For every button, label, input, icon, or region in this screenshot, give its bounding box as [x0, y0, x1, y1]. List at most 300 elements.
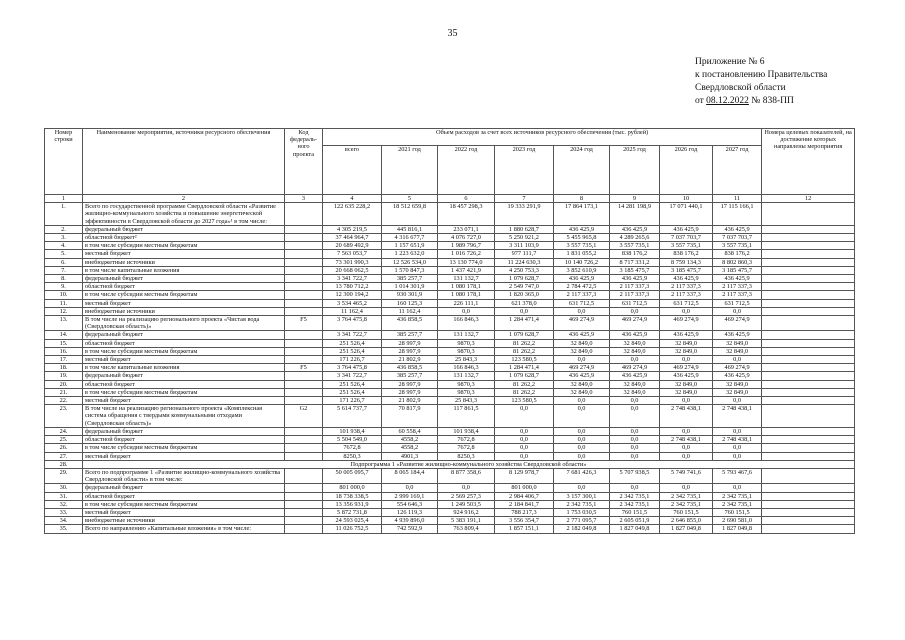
project-code [285, 444, 323, 452]
table-row [45, 316, 855, 331]
project-code [285, 388, 323, 396]
table-row [45, 500, 855, 508]
header-name: Наименование мероприятия, источники ресурсного обеспечения [83, 129, 285, 195]
amount-cell: 436 425,9 [554, 275, 610, 283]
table-row [45, 299, 855, 307]
amount-cell: 0,0 [610, 436, 660, 444]
amount-cell: 81 262,2 [495, 347, 554, 355]
amount-cell: 11 026 752,5 [323, 525, 382, 533]
row-name: в том числе субсидии местным бюджетам [83, 291, 285, 299]
amount-cell: 12 526 534,0 [382, 258, 438, 266]
amount-cell: 21 802,9 [382, 397, 438, 405]
amount-cell: 50 005 095,7 [323, 468, 382, 483]
amount-cell: 2 117 337,3 [610, 283, 660, 291]
table-row [45, 372, 855, 380]
row-name: в том числе субсидии местным бюджетам [83, 500, 285, 508]
amount-cell: 0,0 [554, 405, 610, 428]
row-name: местный бюджет [83, 299, 285, 307]
amount-cell: 4 250 753,3 [495, 266, 554, 274]
row-name: Всего по направлению «Капитальные вложения» в том числе: [83, 525, 285, 533]
row-name: Всего по подпрограмме 1 «Развитие жилищно-коммунального хозяйства Свердловской области» в том числе: [83, 468, 285, 483]
amount-cell: 4 289 265,6 [610, 234, 660, 242]
amount-cell: 436 425,9 [554, 331, 610, 339]
amount-cell: 28 997,9 [382, 380, 438, 388]
amount-cell: 12 300 194,2 [323, 291, 382, 299]
amount-cell: 436 858,5 [382, 316, 438, 331]
table-row [45, 234, 855, 242]
project-code: G2 [285, 405, 323, 428]
amount-cell: 18 738 338,5 [323, 492, 382, 500]
amount-cell: 1 223 632,0 [382, 250, 438, 258]
amount-cell: 0,0 [495, 427, 554, 435]
indicator-numbers [762, 492, 855, 500]
amount-cell: 20 689 492,9 [323, 242, 382, 250]
row-name: в том числе капитальные вложения [83, 364, 285, 372]
amount-cell: 0,0 [713, 397, 762, 405]
amount-cell: 2 342 735,1 [713, 492, 762, 500]
project-code [285, 225, 323, 233]
row-number: 7. [45, 266, 83, 274]
indicator-numbers [762, 525, 855, 533]
amount-cell: 3 852 610,9 [554, 266, 610, 274]
amount-cell: 226 111,1 [438, 299, 495, 307]
row-name: федеральный бюджет [83, 331, 285, 339]
amount-cell: 436 425,9 [610, 225, 660, 233]
amount-cell: 0,0 [660, 356, 713, 364]
amount-cell: 469 274,9 [554, 364, 610, 372]
header-year: 2025 год [610, 146, 660, 195]
amount-cell: 2 784 472,5 [554, 283, 610, 291]
amount-cell: 24 593 025,4 [323, 517, 382, 525]
project-code [285, 242, 323, 250]
row-name: внебюджетные источники [83, 258, 285, 266]
amount-cell: 7 037 703,7 [713, 234, 762, 242]
amount-cell: 1 437 421,9 [438, 266, 495, 274]
amount-cell: 1 880 628,7 [495, 225, 554, 233]
amount-cell: 838 176,2 [713, 250, 762, 258]
amount-cell: 469 274,9 [554, 316, 610, 331]
amount-cell: 21 802,9 [382, 356, 438, 364]
amount-cell: 9870,3 [438, 339, 495, 347]
amount-cell: 763 809,4 [438, 525, 495, 533]
amount-cell: 5 383 191,1 [438, 517, 495, 525]
table-row [45, 397, 855, 405]
amount-cell: 1 827 049,8 [713, 525, 762, 533]
amount-cell: 0,0 [495, 452, 554, 460]
amount-cell: 2 748 438,1 [660, 405, 713, 428]
amount-cell: 32 849,0 [554, 339, 610, 347]
amount-cell: 436 425,9 [554, 225, 610, 233]
amount-cell: 1 989 796,7 [438, 242, 495, 250]
row-number: 13. [45, 316, 83, 331]
amount-cell: 1 016 726,2 [438, 250, 495, 258]
row-number: 11. [45, 299, 83, 307]
project-code [285, 203, 323, 226]
amount-cell: 5 455 965,8 [554, 234, 610, 242]
indicator-numbers [762, 427, 855, 435]
row-name: местный бюджет [83, 508, 285, 516]
amount-cell: 17 115 166,1 [713, 203, 762, 226]
amount-cell: 1 080 178,1 [438, 283, 495, 291]
project-code [285, 299, 323, 307]
project-code [285, 397, 323, 405]
row-number: 24. [45, 427, 83, 435]
amount-cell: 28 997,9 [382, 347, 438, 355]
amount-cell: 251 526,4 [323, 388, 382, 396]
row-number: 4. [45, 242, 83, 250]
project-code [285, 258, 323, 266]
amount-cell: 631 712,5 [554, 299, 610, 307]
row-name: В том числе на реализацию регионального проекта «Комплексная система обращения с твердыми коммунальными отходами (Свердловская область)» [83, 405, 285, 428]
amount-cell: 385 257,7 [382, 275, 438, 283]
project-code [285, 275, 323, 283]
table-row [45, 380, 855, 388]
amount-cell: 18 457 298,3 [438, 203, 495, 226]
table-row [45, 291, 855, 299]
indicator-numbers [762, 405, 855, 428]
amount-cell: 13 356 931,9 [323, 500, 382, 508]
indicator-numbers [762, 484, 855, 492]
amount-cell: 3 157 300,1 [554, 492, 610, 500]
amount-cell: 0,0 [713, 307, 762, 315]
amount-cell: 11 162,4 [323, 307, 382, 315]
amount-cell: 838 176,2 [610, 250, 660, 258]
row-name: областной бюджет [83, 339, 285, 347]
amount-cell: 788 217,3 [495, 508, 554, 516]
project-code [285, 347, 323, 355]
amount-cell: 3 557 735,1 [554, 242, 610, 250]
amount-cell: 32 849,0 [610, 339, 660, 347]
table-row [45, 242, 855, 250]
row-number: 2. [45, 225, 83, 233]
row-name: внебюджетные источники [83, 517, 285, 525]
amount-cell: 3 185 475,7 [610, 266, 660, 274]
appendix-line-1: Приложение № 6 [695, 57, 765, 67]
amount-cell: 251 526,4 [323, 380, 382, 388]
amount-cell: 3 311 103,9 [495, 242, 554, 250]
table-row [45, 339, 855, 347]
row-number: 3. [45, 234, 83, 242]
amount-cell: 436 425,9 [713, 225, 762, 233]
table-head [45, 129, 855, 203]
amount-cell: 0,0 [554, 397, 610, 405]
amount-cell: 5 707 938,5 [610, 468, 660, 483]
indicator-numbers [762, 258, 855, 266]
amount-cell: 436 425,9 [660, 372, 713, 380]
amount-cell: 17 864 173,1 [554, 203, 610, 226]
amount-cell: 2 748 438,1 [713, 436, 762, 444]
row-name: федеральный бюджет [83, 275, 285, 283]
amount-cell: 0,0 [713, 452, 762, 460]
amount-cell: 101 938,4 [438, 427, 495, 435]
row-number: 23. [45, 405, 83, 428]
project-code [285, 517, 323, 525]
amount-cell: 32 849,0 [713, 380, 762, 388]
amount-cell: 838 176,2 [660, 250, 713, 258]
column-index: 7 [495, 195, 554, 203]
project-code [285, 468, 323, 483]
table-row [45, 460, 855, 468]
table-row [45, 266, 855, 274]
amount-cell: 3 534 465,2 [323, 299, 382, 307]
amount-cell: 0,0 [713, 427, 762, 435]
table-row [45, 356, 855, 364]
project-code [285, 452, 323, 460]
header-indicators: Номера целевых показателей, на достижение которых направлены мероприятия [762, 129, 855, 195]
amount-cell: 2 569 257,3 [438, 492, 495, 500]
amount-cell: 4901,3 [382, 452, 438, 460]
project-code: F5 [285, 364, 323, 372]
column-index: 12 [762, 195, 855, 203]
amount-cell: 3 557 735,1 [610, 242, 660, 250]
amount-cell: 32 849,0 [554, 388, 610, 396]
amount-cell: 1 753 030,5 [554, 508, 610, 516]
amount-cell: 7672,8 [323, 444, 382, 452]
table-row [45, 275, 855, 283]
amount-cell: 631 712,5 [713, 299, 762, 307]
amount-cell: 436 425,9 [660, 331, 713, 339]
indicator-numbers [762, 203, 855, 226]
amount-cell: 11 162,4 [382, 307, 438, 315]
amount-cell: 4558,2 [382, 436, 438, 444]
header-total: всего [323, 146, 382, 195]
row-number: 12. [45, 307, 83, 315]
table-row [45, 364, 855, 372]
indicator-numbers [762, 452, 855, 460]
amount-cell: 9870,3 [438, 380, 495, 388]
amount-cell: 20 668 062,5 [323, 266, 382, 274]
indicator-numbers [762, 275, 855, 283]
amount-cell: 469 274,9 [713, 364, 762, 372]
amount-cell: 1 249 503,5 [438, 500, 495, 508]
amount-cell: 8 759 134,3 [660, 258, 713, 266]
amount-cell: 32 849,0 [610, 347, 660, 355]
table-row [45, 484, 855, 492]
header-year: 2022 год [438, 146, 495, 195]
amount-cell: 166 846,3 [438, 364, 495, 372]
amount-cell: 977 111,7 [495, 250, 554, 258]
project-code [285, 331, 323, 339]
amount-cell: 0,0 [610, 452, 660, 460]
amount-cell: 631 712,5 [610, 299, 660, 307]
amount-cell: 1 820 365,0 [495, 291, 554, 299]
amount-cell: 4 305 219,5 [323, 225, 382, 233]
row-name: в том числе субсидии местным бюджетам [83, 242, 285, 250]
amount-cell: 0,0 [438, 484, 495, 492]
amount-cell: 2 342 735,1 [713, 500, 762, 508]
amount-cell: 760 151,5 [713, 508, 762, 516]
amount-cell: 469 274,9 [660, 364, 713, 372]
project-code: F5 [285, 316, 323, 331]
row-number: 5. [45, 250, 83, 258]
indicator-numbers [762, 397, 855, 405]
amount-cell: 0,0 [554, 484, 610, 492]
header-volume: Объем расходов за счет всех источников ресурсного обеспечения (тыс. рублей) [323, 129, 762, 146]
amount-cell: 2 117 337,3 [554, 291, 610, 299]
appendix-header [695, 56, 827, 108]
amount-cell: 0,0 [554, 452, 610, 460]
amount-cell: 760 151,5 [660, 508, 713, 516]
amount-cell: 1 857 151,1 [495, 525, 554, 533]
amount-cell: 7 037 703,7 [660, 234, 713, 242]
amount-cell: 436 425,9 [713, 331, 762, 339]
row-number: 34. [45, 517, 83, 525]
amount-cell: 2 646 855,0 [660, 517, 713, 525]
row-number: 18. [45, 364, 83, 372]
amount-cell: 32 849,0 [660, 347, 713, 355]
indicator-numbers [762, 436, 855, 444]
row-number: 1. [45, 203, 83, 226]
amount-cell: 445 816,1 [382, 225, 438, 233]
row-name: областной бюджет [83, 283, 285, 291]
amount-cell: 9870,3 [438, 347, 495, 355]
row-name: федеральный бюджет [83, 372, 285, 380]
amount-cell: 122 635 228,2 [323, 203, 382, 226]
table-row [45, 283, 855, 291]
amount-cell: 8 717 331,2 [610, 258, 660, 266]
row-name: в том числе субсидии местным бюджетам [83, 347, 285, 355]
indicator-numbers [762, 291, 855, 299]
row-name: местный бюджет [83, 356, 285, 364]
amount-cell: 2 117 337,3 [713, 291, 762, 299]
amount-cell: 2 999 169,1 [382, 492, 438, 500]
amount-cell: 436 425,9 [610, 275, 660, 283]
row-name: местный бюджет [83, 452, 285, 460]
appendix-line-3: Свердловской области [695, 83, 786, 93]
row-name: федеральный бюджет [83, 225, 285, 233]
amount-cell: 436 425,9 [610, 331, 660, 339]
column-index: 3 [285, 195, 323, 203]
amount-cell: 2 342 735,1 [660, 500, 713, 508]
amount-cell: 7 681 426,3 [554, 468, 610, 483]
amount-cell: 233 071,1 [438, 225, 495, 233]
amount-cell: 32 849,0 [660, 339, 713, 347]
amount-cell: 436 425,9 [713, 372, 762, 380]
expenditure-table [44, 128, 855, 534]
row-name: областной бюджет [83, 492, 285, 500]
amount-cell: 7 563 053,7 [323, 250, 382, 258]
row-number: 6. [45, 258, 83, 266]
amount-cell: 3 341 722,7 [323, 372, 382, 380]
amount-cell: 2 117 337,3 [610, 291, 660, 299]
indicator-numbers [762, 250, 855, 258]
amount-cell: 8 129 978,7 [495, 468, 554, 483]
amount-cell: 0,0 [610, 444, 660, 452]
amount-cell: 0,0 [660, 484, 713, 492]
appendix-line-2: к постановлению Правительства [695, 70, 828, 80]
amount-cell: 81 262,2 [495, 388, 554, 396]
amount-cell: 0,0 [610, 427, 660, 435]
indicator-numbers [762, 388, 855, 396]
row-number: 32. [45, 500, 83, 508]
indicator-numbers [762, 266, 855, 274]
row-number: 29. [45, 468, 83, 483]
amount-cell: 3 185 475,7 [713, 266, 762, 274]
amount-cell: 3 557 735,1 [660, 242, 713, 250]
amount-cell: 2 748 438,1 [713, 405, 762, 428]
table-row [45, 388, 855, 396]
column-index: 5 [382, 195, 438, 203]
amount-cell: 2 117 337,3 [713, 283, 762, 291]
amount-cell: 8250,3 [323, 452, 382, 460]
row-name: областной бюджет [83, 436, 285, 444]
row-number: 8. [45, 275, 83, 283]
header-year: 2026 год [660, 146, 713, 195]
indicator-numbers [762, 299, 855, 307]
amount-cell: 0,0 [495, 405, 554, 428]
project-code [285, 283, 323, 291]
amount-cell: 14 281 198,9 [610, 203, 660, 226]
amount-cell: 126 119,3 [382, 508, 438, 516]
row-name: внебюджетные источники [83, 307, 285, 315]
row-number: 14. [45, 331, 83, 339]
table-row [45, 508, 855, 516]
amount-cell: 1 831 055,2 [554, 250, 610, 258]
indicator-numbers [762, 444, 855, 452]
amount-cell: 436 425,9 [660, 275, 713, 283]
table-row [45, 468, 855, 483]
amount-cell: 32 849,0 [713, 388, 762, 396]
table-row [45, 307, 855, 315]
row-number: 19. [45, 372, 83, 380]
table-row [45, 347, 855, 355]
amount-cell: 32 849,0 [713, 339, 762, 347]
amount-cell: 9870,3 [438, 388, 495, 396]
amount-cell: 171 226,7 [323, 397, 382, 405]
project-code [285, 427, 323, 435]
amount-cell: 3 764 475,8 [323, 364, 382, 372]
amount-cell: 621 378,0 [495, 299, 554, 307]
indicator-numbers [762, 508, 855, 516]
amount-cell: 8 802 860,3 [713, 258, 762, 266]
amount-cell: 32 849,0 [713, 347, 762, 355]
row-number: 31. [45, 492, 83, 500]
indicator-numbers [762, 500, 855, 508]
indicator-numbers [762, 234, 855, 242]
amount-cell: 8 065 184,4 [382, 468, 438, 483]
column-index: 4 [323, 195, 382, 203]
project-code [285, 339, 323, 347]
amount-cell: 1 827 049,8 [660, 525, 713, 533]
row-number: 26. [45, 444, 83, 452]
indicator-numbers [762, 517, 855, 525]
amount-cell: 436 425,9 [554, 372, 610, 380]
amount-cell: 436 425,9 [610, 372, 660, 380]
indicator-numbers [762, 468, 855, 483]
amount-cell: 2 748 438,1 [660, 436, 713, 444]
amount-cell: 1 827 049,8 [610, 525, 660, 533]
amount-cell: 4 316 677,7 [382, 234, 438, 242]
amount-cell: 0,0 [554, 307, 610, 315]
amount-cell: 1 284 471,4 [495, 316, 554, 331]
project-code [285, 356, 323, 364]
column-index: 8 [554, 195, 610, 203]
project-code [285, 484, 323, 492]
amount-cell: 5 504 549,0 [323, 436, 382, 444]
amount-cell: 0,0 [610, 397, 660, 405]
row-number: 28. [45, 460, 83, 468]
column-index-row [45, 195, 855, 203]
amount-cell: 81 262,2 [495, 339, 554, 347]
appendix-date-prefix: от [695, 96, 704, 106]
table-row [45, 225, 855, 233]
amount-cell: 251 526,4 [323, 347, 382, 355]
row-name: В том числе на реализацию регионального проекта «Чистая вода (Свердловская область)» [83, 316, 285, 331]
appendix-number: № 838-ПП [751, 96, 794, 106]
amount-cell: 32 849,0 [660, 380, 713, 388]
row-number: 9. [45, 283, 83, 291]
header-year: 2027 год [713, 146, 762, 195]
